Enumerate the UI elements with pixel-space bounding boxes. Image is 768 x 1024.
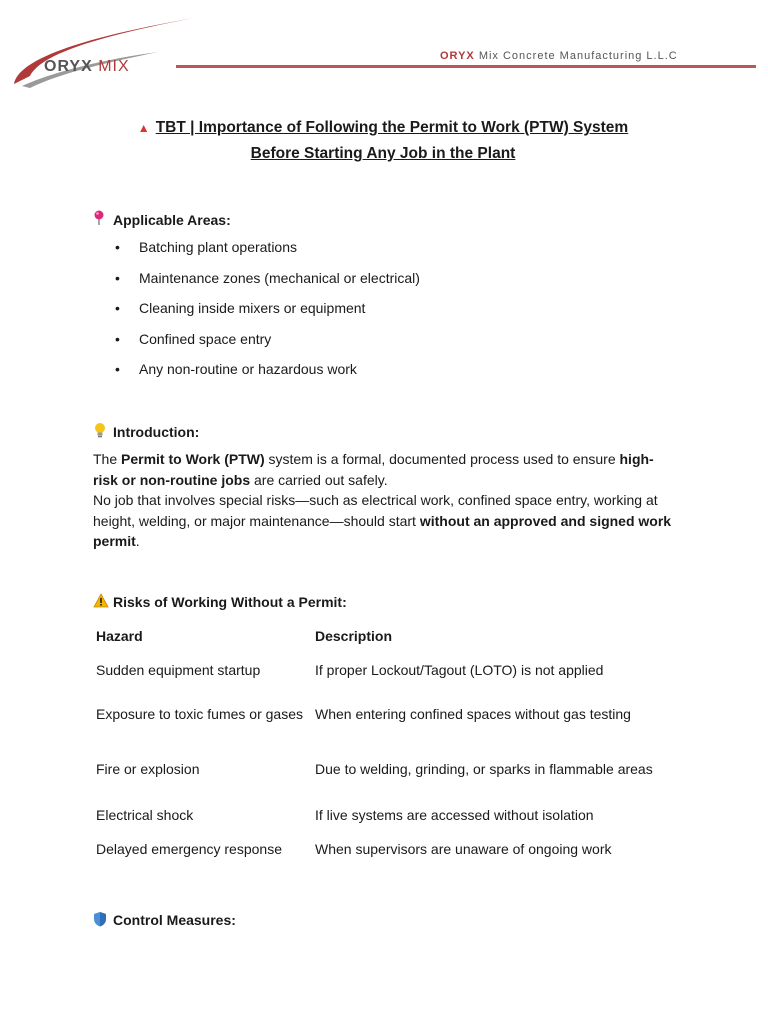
company-rest: Mix Concrete Manufacturing L.L.C — [474, 50, 678, 62]
description-cell: When entering confined spaces without gas testing — [315, 706, 631, 722]
list-item: • Cleaning inside mixers or equipment — [115, 300, 366, 316]
shield-icon — [93, 911, 113, 930]
table-row — [93, 689, 668, 741]
hazard-cell: Fire or explosion — [96, 761, 200, 777]
control-measures-heading: Control Measures: — [93, 911, 673, 930]
list-item: • Batching plant operations — [115, 239, 297, 255]
description-cell: Due to welding, grinding, or sparks in flammable areas — [315, 761, 653, 777]
introduction-heading: Introduction: — [93, 422, 673, 441]
risks-table — [93, 621, 668, 867]
page-title — [93, 115, 673, 166]
hazard-cell: Electrical shock — [96, 807, 194, 823]
description-cell: When supervisors are unaware of ongoing work — [315, 841, 612, 857]
risks-heading: Risks of Working Without a Permit: — [93, 593, 673, 611]
description-cell: If live systems are accessed without isolation — [315, 807, 594, 823]
page-header — [0, 0, 768, 100]
oryx-logo-swoosh-icon — [8, 14, 198, 90]
applicable-areas-list — [115, 237, 673, 379]
title-line-1: TBT | Importance of Following the Permit to Work (PTW) System — [155, 119, 629, 136]
hazard-cell: Exposure to toxic fumes or gases — [96, 706, 303, 722]
logo-wordmark — [44, 58, 130, 76]
logo-oryx: ORYX — [44, 58, 93, 75]
logo-mix: MIX — [98, 58, 130, 75]
company-name — [440, 50, 678, 62]
column-header-description: Description — [315, 627, 393, 644]
red-triangle-icon: ▲ — [137, 121, 150, 135]
list-item: • Any non-routine or hazardous work — [115, 361, 357, 377]
document-body — [93, 115, 673, 930]
introduction-paragraph: The Permit to Work (PTW) system is a formal, documented process used to ensure high-risk or non-routine jobs are carried out safely. No job that involves special risks—such as electrical work, confined space entry, working at height, welding, or major maintenance—should start without an approved and signed work permit. — [93, 451, 672, 549]
table-header-row — [93, 621, 668, 652]
table-row — [93, 833, 668, 867]
hazard-cell: Sudden equipment startup — [96, 661, 261, 678]
list-item: • Maintenance zones (mechanical or electrical) — [115, 269, 420, 286]
description-cell: If proper Lockout/Tagout (LOTO) is not applied — [315, 661, 604, 678]
applicable-areas-heading: Applicable Areas: — [93, 210, 673, 229]
warning-icon — [93, 593, 113, 611]
hazard-cell: Delayed emergency response — [96, 841, 282, 857]
header-divider — [176, 65, 756, 68]
title-line-2: Before Starting Any Job in the Plant — [250, 145, 516, 162]
round-pushpin-icon — [93, 210, 113, 229]
light-bulb-icon — [93, 422, 113, 441]
table-row — [93, 652, 668, 689]
column-header-hazard: Hazard — [96, 627, 143, 644]
table-row — [93, 799, 668, 833]
table-row — [93, 741, 668, 799]
company-oryx: ORYX — [440, 50, 475, 62]
list-item: • Confined space entry — [115, 330, 272, 347]
